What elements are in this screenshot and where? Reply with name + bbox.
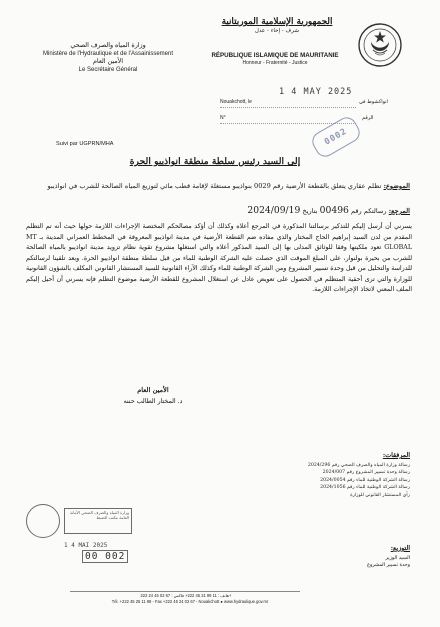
footer-contact-ar: هاتف : 11 99 21 45 222+ فاكس : 67 02 45 24 222+ <box>140 593 232 598</box>
attachment-item: رسالة الشركة الوطنية للماء رقم 2024/0054 <box>320 477 410 483</box>
attachment-item: رسالة الشركة الوطنية للماء رقم 2024/1056 <box>320 485 410 491</box>
distribution-item: السيد الوزير <box>385 555 410 561</box>
attachment-item: رسالة وحدة تسيير المشروع رقم 2024/007 <box>322 470 410 476</box>
arrival-number-stamp: 0002 <box>309 114 364 161</box>
registry-stamp-date: 1 4 MAI 2025 <box>64 542 108 549</box>
date-field-label-ar: انواكشوط في <box>359 99 388 105</box>
footer-contact-fr: Tél. +222 45 25 11 99 - Fax +222 45 24 02 67 - Nouakchott ● www.hydraulique.gov.mr <box>111 599 269 604</box>
signature-block <box>98 386 208 405</box>
distribution-item: وحدة تسيير المشروع <box>366 562 410 569</box>
reference-number: 00496 <box>319 205 349 216</box>
addressee: إلى السيد رئيس سلطة منطقة انواذيبو الحرة <box>129 156 301 167</box>
subject <box>26 180 410 192</box>
arabic-country-header <box>208 17 346 34</box>
signature-title: الأمين العام <box>137 386 169 394</box>
ministry-header <box>26 42 190 74</box>
number-field-label: N° <box>220 115 226 121</box>
letter-body: يسرني أن أرسل إليكم للتذكير برسالتنا المذكورة في المرجع أعلاه وكذلك أن أؤكد مصالحكم المختصة الإجراءات اللازمة حولها حيث أنه تم التظلم المقدم من لدن السيد إبراهيم الحاج المختار والذي مفاده ضم القطعة الأرضية في مدينة انواذيبو المعروفة في المخطط العمراني المدينة بـ MT GLOBAL تعود ملكيتها وفقا للوثائق المدلى بها إلى السيد المذكور أعلاه والتي استغلها مشروع تقوية نظام تزويد مدينة انواذيبو بالمياه الصالحة للشرب من بحيرة بولنوار، على المبلغ الموقت الذي حصلت عليه الشركة الوطنية للماء من قبل سلطة منطقة انواذيبو الحرة. وبعد تلقينا لرسالتكم للدراسة والتحليل من قبل وحدة تسيير المشروع ومن الشركة الوطنية للماء وكذلك الآراء القانونية للسيد المستشار القانوني المكلف بالشؤون القانونية للوزارة والتي ترى أحقية المتظلم في الحصول على تعويض عادل عن استغلال المشروع للقطعة الأرضية موضوع التظلم فإنه يسرني أن أحيل إليكم الملف المعني لاتخاذ الإجراءات اللازمة. <box>26 223 412 293</box>
attachment-item: رأي المستشار القانوني للوزارة <box>350 492 410 498</box>
ministry-name-ar: وزارة المياه والصرف الصحي <box>70 42 146 49</box>
registry-stamp-text: وزارة المياه والصرف الصحي الأمانة العامة مكتب الضبط <box>64 508 132 534</box>
distribution-title: التوزيع: <box>390 545 410 552</box>
reference-prefix: رسالتكم رقم <box>348 207 387 215</box>
subject-text: تظلم عقاري يتعلق بالقطعة الأرضية رقم 0029 بنواذيبو مستغلة لإقامة قطب مائي لتوزيع المياه الصالحة للشرب في انواذيبو <box>47 182 382 190</box>
reference-label: المرجع: <box>388 207 410 215</box>
arabic-country-name: الجمهورية الإسلامية الموريتانية <box>221 17 333 27</box>
attachments <box>222 452 410 499</box>
date-field-label: Nouakchott, le <box>220 99 252 105</box>
attachment-item: رسالة وزارة المياه والصرف الصحي رقم 2024/296 <box>307 463 410 468</box>
distribution <box>284 545 410 570</box>
reference-middle: بتاريخ <box>300 207 320 215</box>
reference <box>26 205 410 217</box>
date-field <box>220 99 356 108</box>
followed-by: Suivi par UGPRN/MHA <box>56 141 114 147</box>
seal-circle-icon <box>26 504 60 538</box>
number-field-label-ar: الرقم <box>362 115 374 121</box>
national-emblem-icon <box>357 22 403 68</box>
registry-stamp <box>24 502 136 566</box>
signature-name: د. المختار الطالب حننه <box>123 398 183 405</box>
reference-date: 2024/09/19 <box>247 205 301 216</box>
french-motto: Honneur - Fraternité - Justice <box>242 60 308 66</box>
registry-stamp-number: 00 002 <box>82 550 128 563</box>
arabic-motto: شرف - إخاء - عدل <box>254 28 300 34</box>
footer-divider <box>70 591 300 592</box>
french-country-name: RÉPUBLIQUE ISLAMIQUE DE MAURITANIE <box>211 52 339 59</box>
secretary-general-fr: Le Secrétaire Général <box>78 67 138 73</box>
attachments-title: المرفقات: <box>382 452 410 459</box>
secretary-general-ar: الأمين العام <box>93 58 123 65</box>
subject-label: الموضوع: <box>383 182 410 190</box>
ministry-name-fr: Ministère de l'Hydraulique et de l'Assainissement <box>42 51 174 57</box>
date-stamp: 1 4 MAY 2025 <box>279 87 353 97</box>
